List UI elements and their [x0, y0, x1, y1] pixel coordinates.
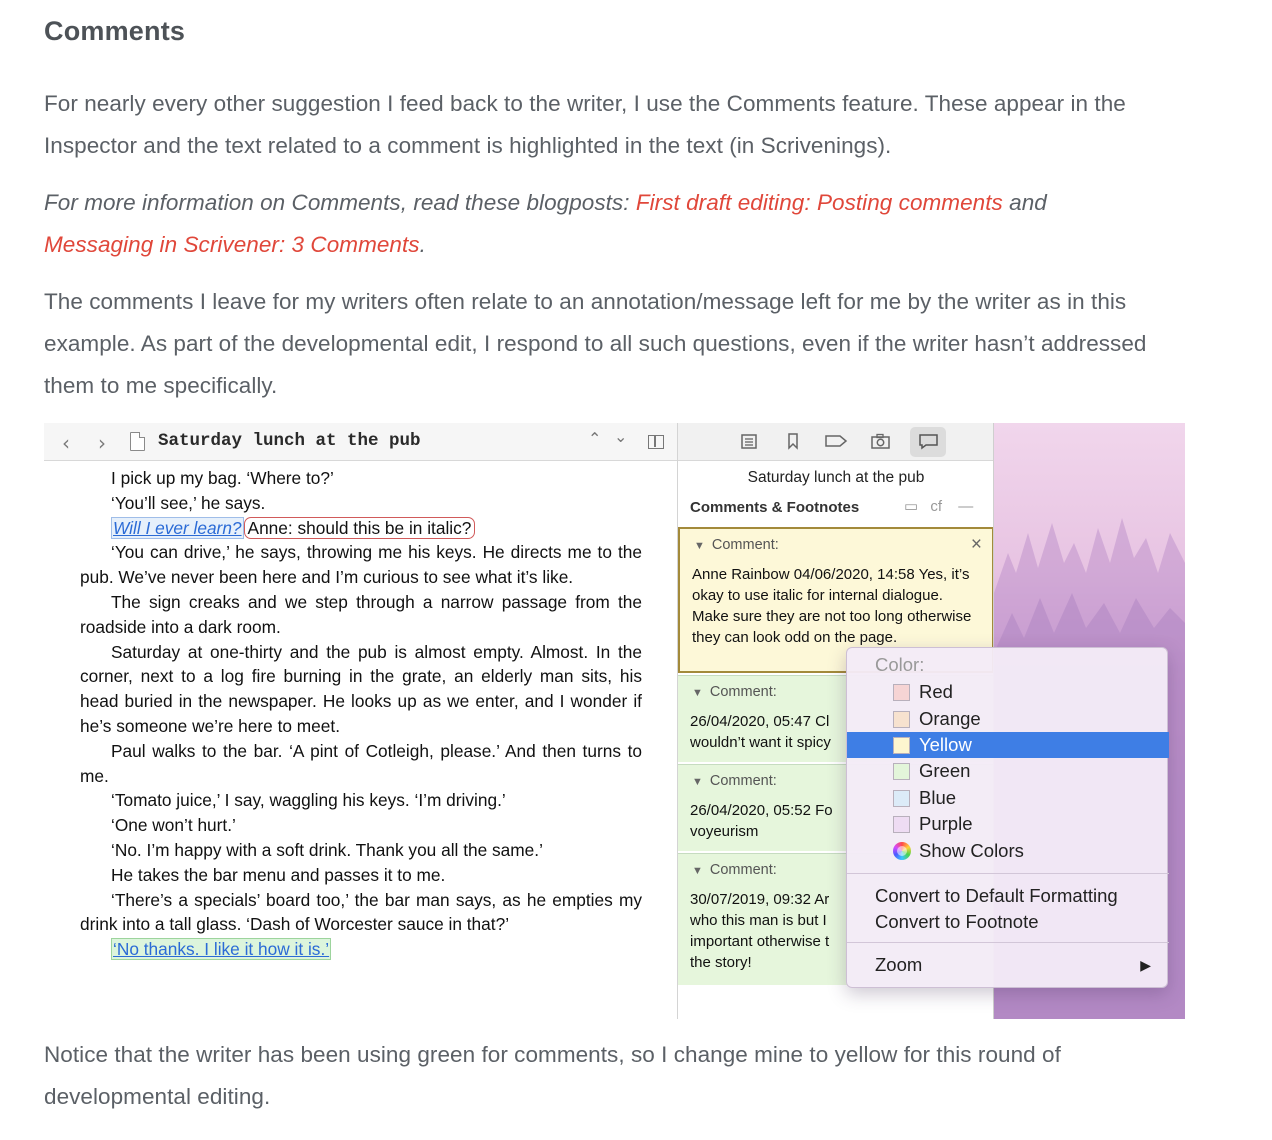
scrivener-screenshot — [44, 423, 1185, 1019]
menu-item-orange[interactable] — [847, 706, 1169, 732]
notes-icon[interactable] — [740, 432, 758, 450]
editor-pane — [44, 423, 678, 1019]
color-label: Color: — [875, 654, 925, 675]
comment-head: Comment: — [711, 537, 779, 553]
text-line: ‘You’ll see,’ he says. — [111, 492, 266, 513]
delete-comment-icon[interactable]: — — [958, 498, 974, 515]
comments-bubble-icon[interactable] — [918, 432, 940, 450]
menu-separator — [847, 873, 1169, 874]
purple-swatch-icon — [893, 816, 910, 833]
comment-head: Comment: — [709, 862, 777, 878]
comments-footnotes-header: Comments & Footnotes — [690, 499, 860, 516]
menu-item-show-colors[interactable] — [847, 838, 1169, 864]
menu-label: Yellow — [919, 734, 972, 755]
text-line: He takes the bar menu and passes it to me. — [111, 864, 446, 885]
green-swatch-icon — [893, 763, 910, 780]
commented-text-green[interactable]: ‘No thanks. I like it how it is.’ — [113, 939, 330, 960]
color-wheel-icon — [893, 842, 911, 860]
link-messaging-in-scrivener[interactable]: Messaging in Scrivener: 3 Comments — [44, 232, 420, 257]
red-swatch-icon — [893, 684, 910, 701]
submenu-arrow-icon: ▶ — [1140, 957, 1151, 973]
chevron-up-icon[interactable]: ⌃ — [588, 429, 602, 448]
add-comment-icon[interactable]: ▭ — [904, 498, 919, 515]
disclosure-triangle-icon[interactable]: ▼ — [692, 687, 703, 699]
menu-label: Red — [919, 681, 953, 702]
blue-swatch-icon — [893, 790, 910, 807]
inspector-toolbar — [678, 423, 994, 461]
editor-toolbar — [44, 423, 678, 461]
text-line: ‘No. I’m happy with a soft drink. Thank you all the same.’ — [111, 839, 543, 860]
comment-tools — [904, 497, 973, 515]
comment-head: Comment: — [709, 773, 777, 789]
text-line: The sign creaks and we step through a narrow passage from the roadside into a dark room. — [80, 591, 642, 637]
menu-separator — [847, 942, 1169, 943]
menu-item-blue[interactable] — [847, 785, 1169, 811]
add-footnote-button[interactable]: cf — [930, 498, 943, 515]
disclosure-triangle-icon[interactable]: ▼ — [692, 865, 703, 877]
menu-label: Zoom — [875, 954, 923, 975]
text-line: ‘You can drive,’ he says, throwing me his keys. He directs me to the pub. We’ve never been here and I’m curious to see what it’s like. — [80, 542, 642, 588]
text-line: ‘One won’t hurt.’ — [111, 815, 236, 836]
menu-item-green[interactable] — [847, 758, 1169, 784]
commented-text-italic[interactable]: Will I ever learn? — [113, 517, 242, 538]
p2-suffix: . — [419, 232, 426, 257]
menu-label: Orange — [919, 708, 981, 729]
yellow-swatch-icon — [893, 737, 910, 754]
paragraph-2 — [44, 182, 1174, 266]
text-line: I pick up my bag. ‘Where to?’ — [111, 468, 334, 488]
text-line: Paul walks to the bar. ‘A pint of Cotleigh, please.’ And then turns to me. — [80, 740, 642, 786]
menu-label: Purple — [919, 813, 973, 834]
text-line-commented — [80, 937, 642, 962]
menu-item-purple[interactable] — [847, 811, 1169, 837]
comment-body[interactable]: 26/04/2020, 05:52 Fo voyeurism — [690, 802, 833, 840]
menu-item-convert-default[interactable] — [847, 883, 1169, 909]
menu-label: Convert to Footnote — [875, 911, 1039, 932]
section-heading: Comments — [44, 16, 186, 46]
snapshot-camera-icon[interactable] — [870, 432, 892, 450]
text-line: Saturday at one-thirty and the pub is almost empty. Almost. In the corner, next to a log fire burning in the grate, an elderly man sits, his head buried in the newspaper. He looks up as we enter, and I wonder if he’s someone we’re here to meet. — [80, 641, 642, 736]
chevron-down-icon[interactable]: ⌄ — [614, 427, 628, 446]
comment-body[interactable]: 30/07/2019, 09:32 Ar who this man is but I important otherwise t the story! — [690, 891, 830, 971]
menu-item-yellow[interactable] — [847, 732, 1169, 758]
document-title: Saturday lunch at the pub — [158, 431, 421, 451]
inline-annotation[interactable]: Anne: should this be in italic? — [244, 517, 476, 539]
color-context-menu — [846, 647, 1168, 988]
orange-swatch-icon — [893, 711, 910, 728]
disclosure-triangle-icon[interactable]: ▼ — [694, 540, 705, 552]
menu-item-red[interactable] — [847, 679, 1169, 705]
paragraph-4: Notice that the writer has been using green for comments, so I change mine to yellow for this round of developmental editing. — [44, 1042, 1061, 1109]
split-view-icon[interactable] — [648, 435, 664, 449]
menu-item-convert-footnote[interactable] — [847, 909, 1169, 935]
menu-label: Convert to Default Formatting — [875, 885, 1118, 906]
editor-text[interactable] — [80, 466, 642, 962]
text-line-annotated — [80, 516, 642, 541]
bookmark-icon[interactable] — [784, 432, 802, 450]
document-icon — [130, 432, 145, 451]
link-first-draft-editing[interactable]: First draft editing: Posting comments — [635, 190, 1003, 215]
text-line: ‘Tomato juice,’ I say, waggling his keys. ‘I’m driving.’ — [111, 790, 506, 811]
comment-body[interactable]: Anne Rainbow 04/06/2020, 14:58 Yes, it’s okay to use italic for internal dialogue. Make sure they are not too long otherwise they can look odd on the page. — [692, 566, 972, 646]
disclosure-triangle-icon[interactable]: ▼ — [692, 776, 703, 788]
menu-label: Green — [919, 760, 971, 781]
text-line: ‘There’s a specials’ board too,’ the bar man says, as he empties my drink into a tall glass. ‘Dash of Worcester sauce in that?’ — [80, 889, 642, 935]
comment-head: Comment: — [709, 684, 777, 700]
color-menu-label — [847, 652, 1169, 678]
paragraph-1: For nearly every other suggestion I feed back to the writer, I use the Comments feature. These appear in the Inspector and the text related to a comment is highlighted in the text (in Scrivenings). — [44, 91, 1126, 158]
paragraph-3: The comments I leave for my writers often relate to an annotation/message left for me by the writer as in this example. As part of the developmental edit, I respond to all such questions, even if the writer hasn’t addressed them to me specifically. — [44, 289, 1147, 398]
label-tag-icon[interactable] — [824, 432, 848, 450]
menu-label: Blue — [919, 787, 957, 808]
comment-body[interactable]: 26/04/2020, 05:47 Cl wouldn’t want it spicy — [690, 713, 831, 751]
p2-prefix: For more information on Comments, read these blogposts: — [44, 190, 636, 215]
forward-arrow-icon[interactable]: › — [98, 431, 106, 455]
back-arrow-icon[interactable]: ‹ — [62, 431, 70, 455]
close-icon[interactable]: × — [970, 534, 982, 555]
p2-mid: and — [1002, 190, 1047, 215]
menu-item-zoom[interactable] — [847, 952, 1169, 978]
inspector-doc-title: Saturday lunch at the pub — [747, 469, 925, 486]
menu-label: Show Colors — [919, 840, 1024, 861]
